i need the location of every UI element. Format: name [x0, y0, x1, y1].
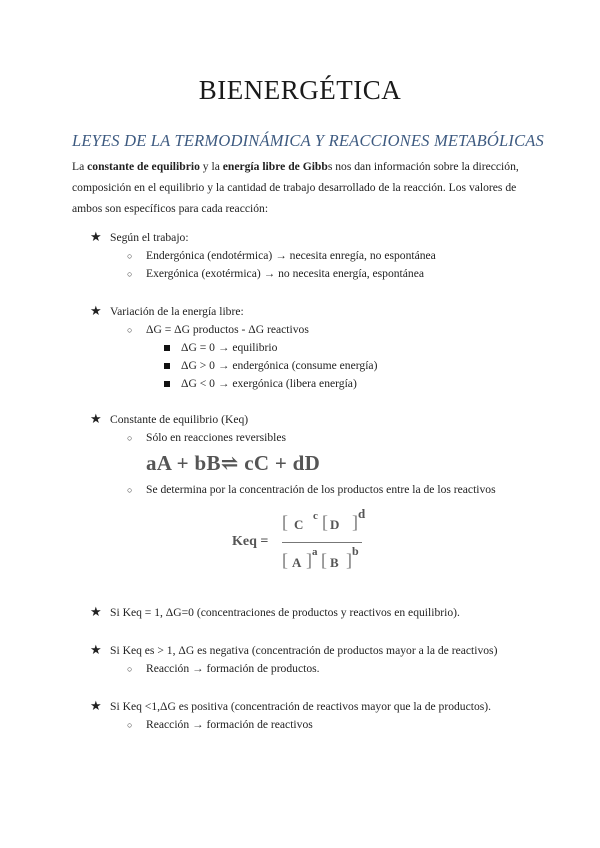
bullet-trabajo-label: Según el trabajo:: [110, 231, 189, 244]
list-item: ΔG = ΔG productos - ΔG reactivos: [146, 323, 309, 336]
hollow-circle-icon: ○: [127, 325, 133, 335]
square-icon: [164, 363, 170, 369]
hollow-circle-icon: ○: [127, 485, 133, 495]
star-icon: ★: [90, 303, 102, 318]
list-item: ΔG > 0 → endergónica (consume energía): [181, 359, 378, 372]
star-icon: ★: [90, 229, 102, 244]
page-title: BIENERGÉTICA: [198, 75, 402, 105]
bold-term-keq: constante de equilibrio: [87, 160, 200, 173]
list-item: Reacción → formación de reactivos: [146, 718, 313, 731]
numerator-c: C: [294, 517, 304, 532]
formula-lhs: Keq =: [232, 534, 269, 549]
fraction-line: [282, 542, 362, 543]
star-icon: ★: [90, 642, 102, 657]
list-item: Sólo en reacciones reversibles: [146, 431, 287, 444]
intro-paragraph: La constante de equilibrio y la energía libre de Gibbs nos dan información sobre la dirección, composición en el equilibrio y la cantidad de trabajo desarrollado de la reacción. Los valores de ambos son específicos para cada reacción:: [72, 160, 519, 215]
bullet-keq-greater-1: Si Keq es > 1, ΔG es negativa (concentración de productos mayor a la de reactivos): [110, 644, 498, 657]
exponent-c: c: [313, 510, 318, 522]
bold-term-gibbs: energía libre de Gibb: [222, 160, 328, 173]
list-item: Exergónica (exotérmica) → no necesita energía, espontánea: [146, 267, 425, 280]
star-icon: ★: [90, 411, 102, 426]
bullet-keq-less-1: Si Keq <1,ΔG es positiva (concentración de reactivos mayor que la de productos).: [110, 700, 492, 713]
section-subtitle: LEYES DE LA TERMODINÁMICA Y REACCIONES METABÓLICAS: [72, 131, 544, 150]
list-item: Endergónica (endotérmica) → necesita enregía, no espontánea: [146, 249, 436, 262]
bullet-keq-equal-1: Si Keq = 1, ΔG=0 (concentraciones de productos y reactivos en equilibrio).: [110, 606, 460, 619]
hollow-circle-icon: ○: [127, 664, 133, 674]
denominator-b: B: [330, 555, 339, 570]
star-icon: ★: [90, 604, 102, 619]
reaction-equation: aA + bB⇌ cC + dD: [146, 451, 321, 475]
list-item: ΔG < 0 → exergónica (libera energía): [181, 377, 357, 390]
hollow-circle-icon: ○: [127, 269, 133, 279]
exponent-a: a: [312, 546, 318, 558]
list-item: ΔG = 0 → equilibrio: [181, 341, 278, 354]
list-item: Reacción → formación de productos.: [146, 662, 320, 675]
star-icon: ★: [90, 698, 102, 713]
bullet-variacion-label: Variación de la energía libre:: [110, 305, 244, 318]
hollow-circle-icon: ○: [127, 251, 133, 261]
hollow-circle-icon: ○: [127, 433, 133, 443]
bullet-keq-label: Constante de equilibrio (Keq): [110, 413, 249, 426]
denominator-a: A: [292, 555, 302, 570]
list-item: Se determina por la concentración de los productos entre la de los reactivos: [146, 483, 496, 496]
square-icon: [164, 381, 170, 387]
hollow-circle-icon: ○: [127, 720, 133, 730]
numerator-d: D: [330, 517, 340, 532]
exponent-d: d: [358, 506, 366, 521]
square-icon: [164, 345, 170, 351]
exponent-b: b: [352, 544, 359, 558]
